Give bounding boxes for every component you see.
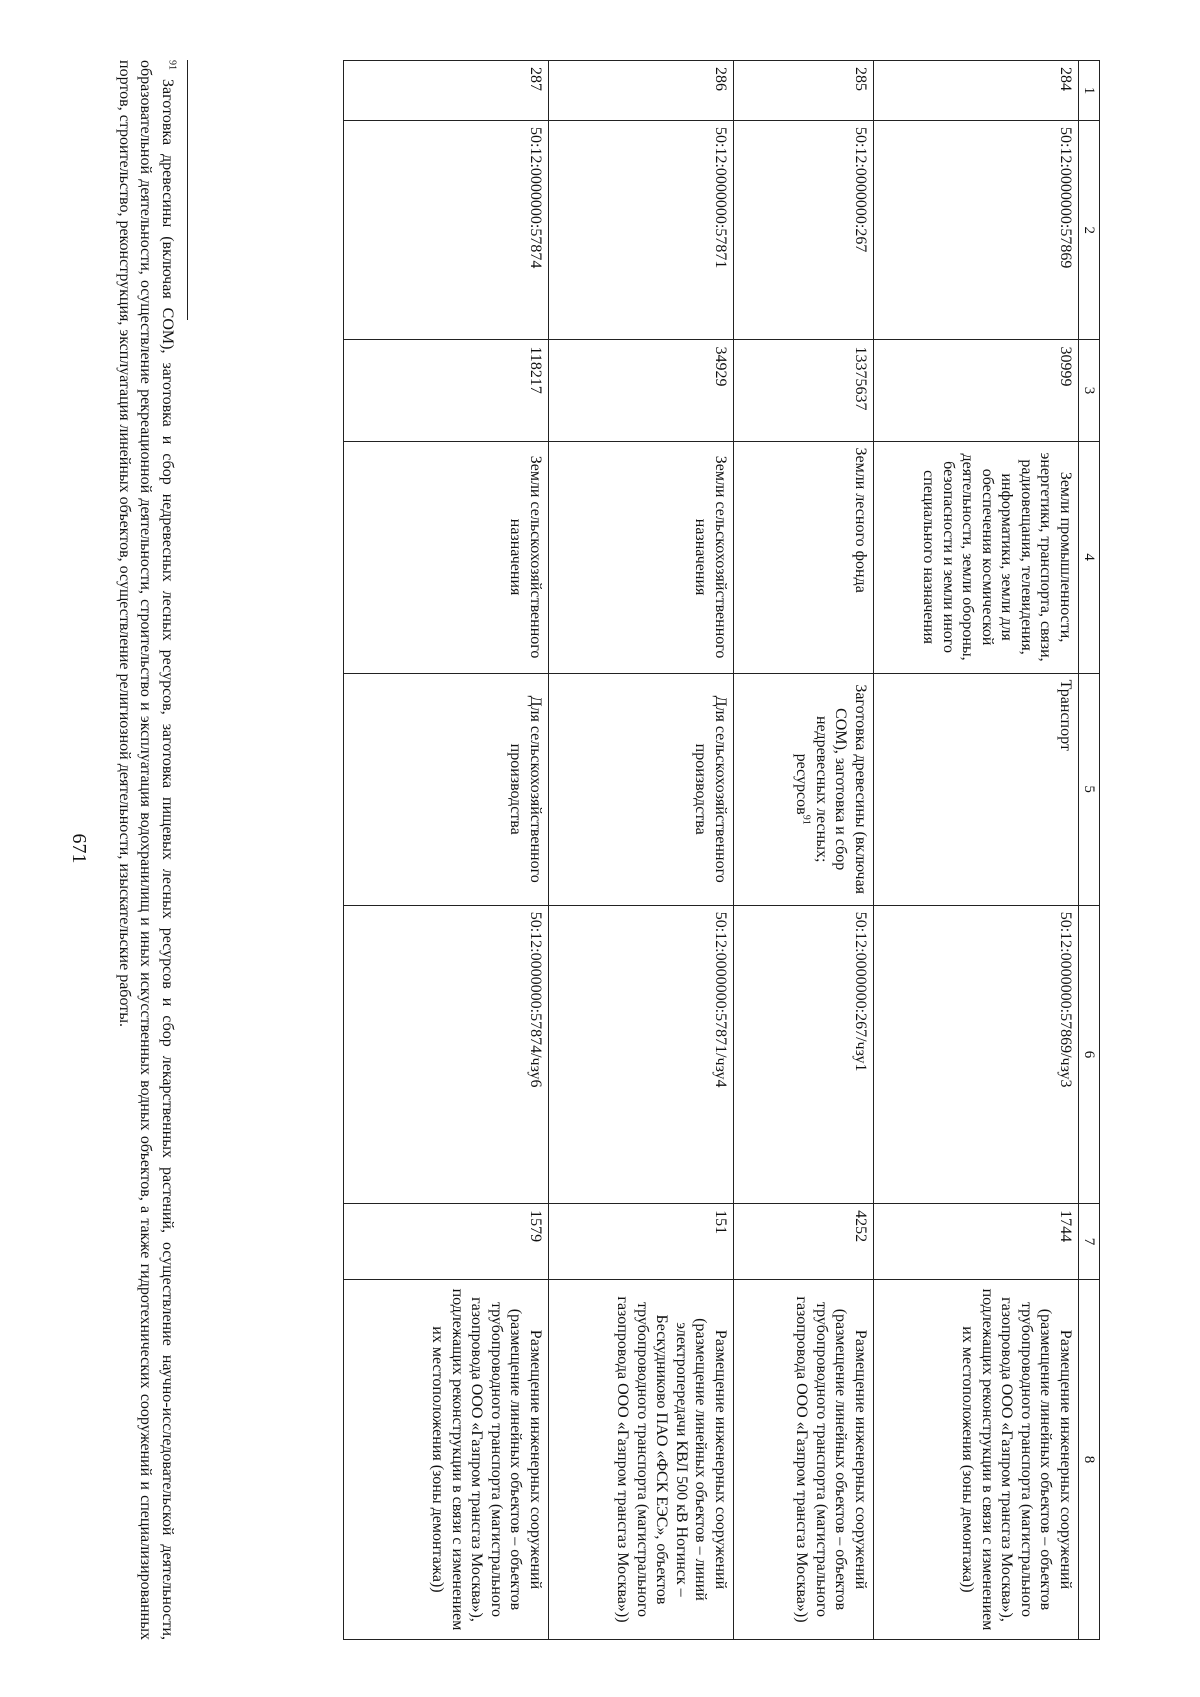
area-cell: 30999	[873, 340, 1078, 441]
footnote-divider	[187, 60, 188, 320]
row-number-cell: 284	[873, 61, 1078, 121]
column-header: 7	[1078, 1204, 1099, 1280]
permitted-use-cell	[873, 673, 1078, 905]
column-header: 8	[1078, 1279, 1099, 1639]
footnote-mark: 91	[166, 60, 178, 70]
purpose-cell: Размещение инженерных сооружений (размещение линейных объектов – объектов трубопроводного транспорта (магистрального газопровода ООО «Газпром трансгаз Москва»), подлежащих реконструкции в связи с изменением их местоположения (зоны демонтажа))	[873, 1279, 1078, 1639]
area-cell: 13375637	[733, 340, 873, 441]
column-number-row	[1078, 61, 1099, 1640]
land-category-cell: Земли промышленности, энергетики, транспорта, связи, радиовещания, телевидения, информатики, земли для обеспечения космической деятельности, земли обороны, безопасности и земли иного специального назначения	[873, 441, 1078, 673]
row-number-cell: 287	[343, 61, 548, 121]
column-header: 1	[1078, 61, 1099, 121]
purpose-cell: Размещение инженерных сооружений (размещение линейных объектов – объектов трубопроводного транспорта (магистрального газопровода ООО «Газпром трансгаз Москва»), подлежащих реконструкции в связи с изменением их местоположения (зоны демонтажа))	[343, 1279, 548, 1639]
row-number-cell: 285	[733, 61, 873, 121]
permitted-use-text: Заготовка древесины (включая СОМ), заготовка и сбор недревесных лесных; ресурсов	[793, 684, 869, 895]
cadastral-number-cell: 50:12:0000000:57869	[873, 121, 1078, 340]
part-number-cell: 50:12:0000000:57871/чзу4	[548, 905, 733, 1203]
area-cell: 34929	[548, 340, 733, 441]
land-category-cell: Земли лесного фонда	[733, 441, 873, 673]
permitted-use-cell	[343, 673, 548, 905]
purpose-cell: Размещение инженерных сооружений (размещение линейных объектов – линий электропередачи КВЛ 500 кВ Ногинск – Бескудниково ПАО «ФСК ЕЭС», объектов трубопроводного транспорта (магистрального газопровода ООО «Газпром трансгаз Москва»))	[548, 1279, 733, 1639]
footnote	[113, 60, 178, 1640]
page-number: 671	[68, 833, 90, 864]
column-header: 5	[1078, 673, 1099, 905]
table-row	[343, 61, 548, 1640]
part-area-cell: 151	[548, 1204, 733, 1280]
column-header: 4	[1078, 441, 1099, 673]
table-row	[873, 61, 1078, 1640]
part-area-cell: 4252	[733, 1204, 873, 1280]
cadastral-number-cell: 50:12:0000000:57874	[343, 121, 548, 340]
row-number-cell: 286	[548, 61, 733, 121]
table-row	[733, 61, 873, 1640]
column-header: 2	[1078, 121, 1099, 340]
footnote-text: Заготовка древесины (включая СОМ), заготовка и сбор недревесных лесных ресурсов, заготовка пищевых лесных ресурсов и сбор лекарственных растений, осуществление научно-исследовательской деятельности, образовательной деятельности, осуществление рекреационной деятельности, строительство и эксплуатация водохранилищ и иных искусственных водных объектов, а также гидротехнических сооружений и специализированных портов, строительство, реконструкция, эксплуатация линейных объектов, осуществление религиозной деятельности, изыскательские работы.	[115, 60, 176, 1641]
part-number-cell: 50:12:0000000:57869/чзу3	[873, 905, 1078, 1203]
part-number-cell: 50:12:0000000:57874/чзу6	[343, 905, 548, 1203]
column-header: 6	[1078, 905, 1099, 1203]
permitted-use-cell	[733, 673, 873, 905]
column-header: 3	[1078, 340, 1099, 441]
permitted-use-text: Для сельскохозяйственного производства	[692, 695, 729, 883]
land-plots-table	[343, 60, 1100, 1640]
permitted-use-text: Транспорт	[1056, 679, 1074, 751]
table-row	[548, 61, 733, 1640]
purpose-cell: Размещение инженерных сооружений (размещение линейных объектов – объектов трубопроводного транспорта (магистрального газопровода ООО «Газпром трансгаз Москва»))	[733, 1279, 873, 1639]
cadastral-number-cell: 50:12:0000000:267	[733, 121, 873, 340]
permitted-use-text: Для сельскохозяйственного производства	[507, 695, 544, 883]
area-cell: 118217	[343, 340, 548, 441]
land-category-cell: Земли сельскохозяйственного назначения	[548, 441, 733, 673]
table-header	[1078, 61, 1099, 1640]
table-body	[343, 61, 1078, 1640]
part-area-cell: 1579	[343, 1204, 548, 1280]
part-area-cell: 1744	[873, 1204, 1078, 1280]
permitted-use-cell	[548, 673, 733, 905]
land-category-cell: Земли сельскохозяйственного назначения	[343, 441, 548, 673]
cadastral-number-cell: 50:12:0000000:57871	[548, 121, 733, 340]
part-number-cell: 50:12:0000000:267/чзу1	[733, 905, 873, 1203]
footnote-ref: 91	[800, 814, 812, 825]
